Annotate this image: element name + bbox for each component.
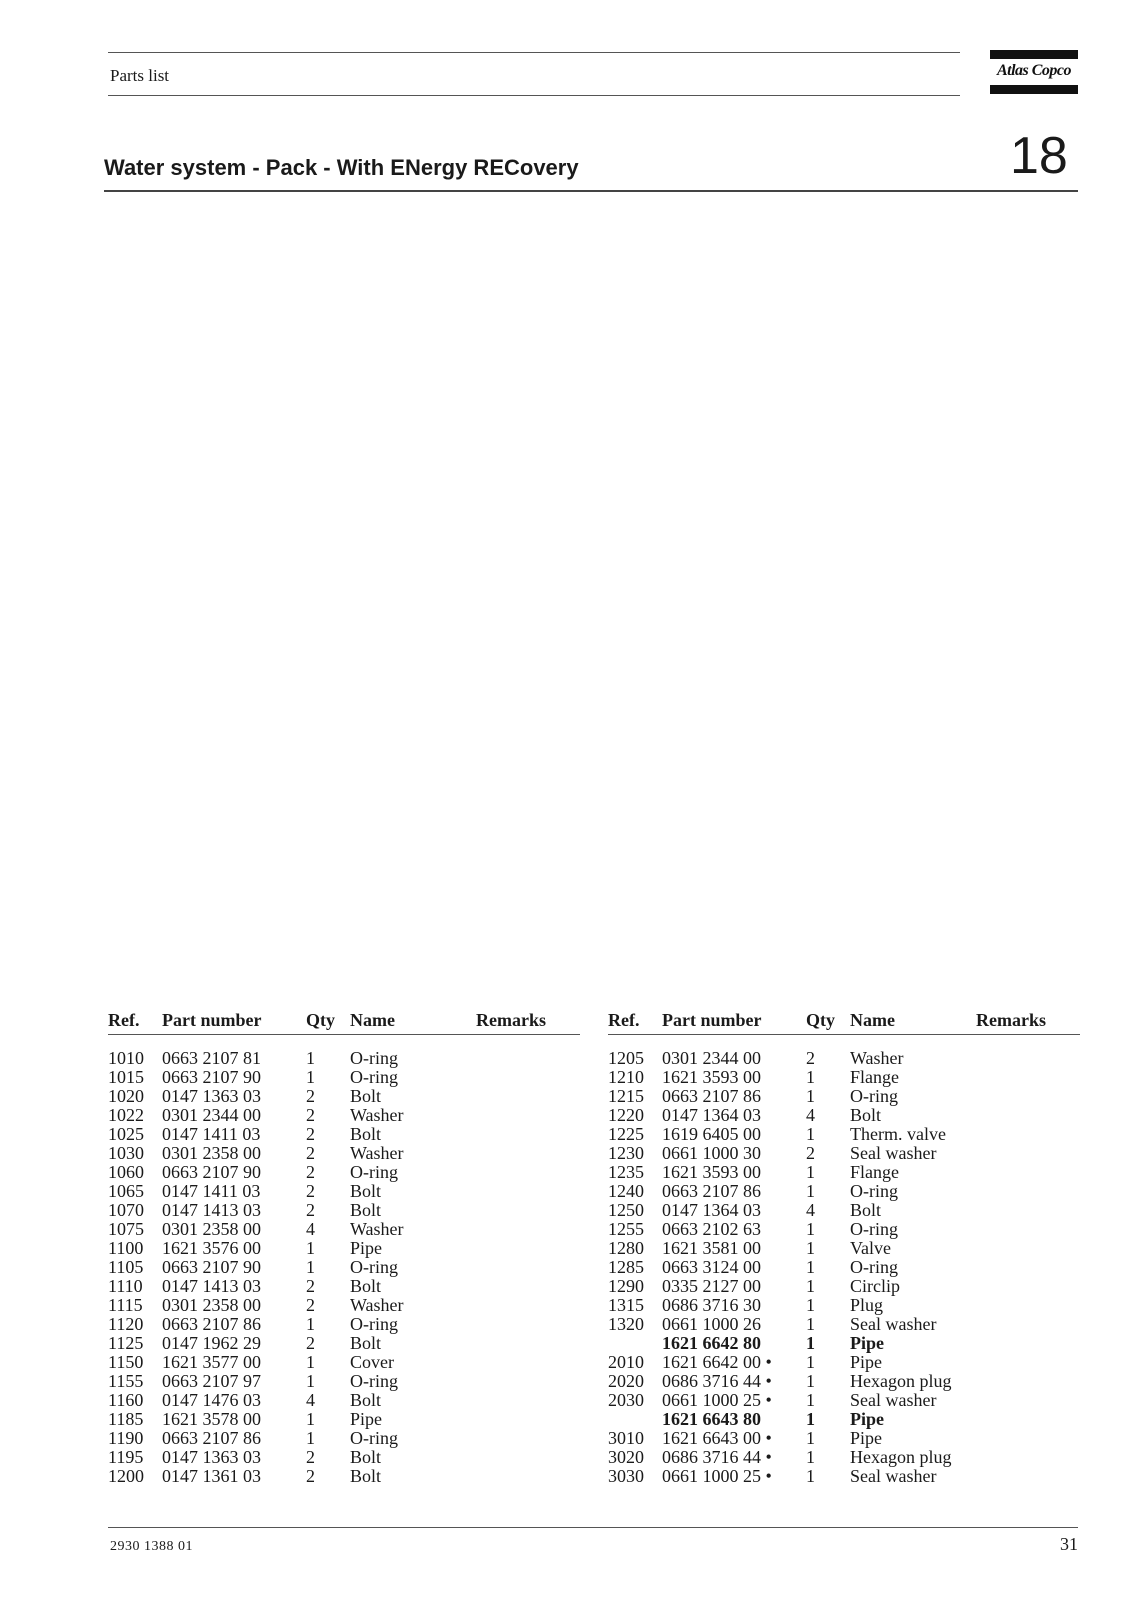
table-row (108, 1409, 580, 1428)
row-name: Pipe (350, 1238, 383, 1258)
row-part-number: 0301 2358 00 (162, 1219, 261, 1239)
row-name: Cover (350, 1352, 394, 1372)
row-name: Circlip (850, 1276, 900, 1296)
table-header-rule (608, 1034, 1080, 1035)
row-ref: 1022 (108, 1105, 144, 1125)
row-qty: 2 (306, 1162, 315, 1182)
row-part-number: 0663 2107 86 (162, 1428, 261, 1448)
row-part-number: 0663 3124 00 (662, 1257, 761, 1277)
row-name: Hexagon plug (850, 1447, 952, 1467)
table-row (108, 1428, 580, 1447)
row-part-number: 0663 2107 86 (662, 1181, 761, 1201)
row-qty: 4 (806, 1105, 815, 1125)
row-name: Washer (850, 1048, 904, 1068)
row-name: Valve (850, 1238, 891, 1258)
row-part-number: 0301 2344 00 (162, 1105, 261, 1125)
row-ref: 1185 (108, 1409, 144, 1429)
table-row (108, 1219, 580, 1238)
row-name: Washer (350, 1105, 404, 1125)
table-row (108, 1257, 580, 1276)
row-qty: 2 (306, 1086, 315, 1106)
row-name: Bolt (350, 1466, 382, 1486)
table-row (608, 1086, 1080, 1105)
row-part-number: 0663 2107 90 (162, 1162, 261, 1182)
row-ref: 1190 (108, 1428, 144, 1448)
row-ref: 1160 (108, 1390, 144, 1410)
row-name: O-ring (350, 1257, 398, 1277)
table-row (608, 1333, 1080, 1352)
row-part-number: 0663 2102 63 (662, 1219, 761, 1239)
table-row (608, 1428, 1080, 1447)
row-part-number: 1621 6642 00 • (662, 1352, 772, 1372)
row-part-number: 1621 3576 00 (162, 1238, 261, 1258)
table-row (108, 1466, 580, 1485)
row-part-number: 0147 1361 03 (162, 1466, 261, 1486)
table-row (108, 1048, 580, 1067)
row-name: O-ring (350, 1428, 398, 1448)
row-ref: 1070 (108, 1200, 144, 1220)
row-part-number: 1621 6643 80 (662, 1409, 761, 1429)
row-name: Bolt (350, 1390, 382, 1410)
table-row (108, 1067, 580, 1086)
row-part-number: 0147 1364 03 (662, 1105, 761, 1125)
table-row (108, 1447, 580, 1466)
row-ref: 2020 (608, 1371, 644, 1391)
row-qty: 1 (806, 1371, 815, 1391)
page-number: 31 (1060, 1534, 1078, 1554)
row-qty: 2 (306, 1276, 315, 1296)
row-part-number: 0147 1476 03 (162, 1390, 261, 1410)
row-qty: 1 (806, 1181, 815, 1201)
row-ref: 1150 (108, 1352, 144, 1372)
atlas-copco-logo (990, 50, 1078, 94)
row-name: O-ring (350, 1314, 398, 1334)
row-part-number: 0147 1411 03 (162, 1181, 261, 1201)
row-part-number: 1621 3593 00 (662, 1067, 761, 1087)
row-qty: 1 (806, 1219, 815, 1239)
row-qty: 2 (306, 1143, 315, 1163)
row-part-number: 0147 1363 03 (162, 1086, 261, 1106)
table-row (608, 1295, 1080, 1314)
col-header-part-number: Part number (162, 1010, 262, 1030)
row-name: Therm. valve (850, 1124, 946, 1144)
col-header-name: Name (850, 1010, 895, 1030)
row-qty: 2 (806, 1143, 815, 1163)
row-qty: 1 (306, 1238, 315, 1258)
row-part-number: 0147 1962 29 (162, 1333, 261, 1353)
parts-table-right (608, 1010, 1080, 1485)
table-row (108, 1276, 580, 1295)
row-part-number: 1621 3578 00 (162, 1409, 261, 1429)
row-qty: 1 (806, 1238, 815, 1258)
logo-bottom-bar (990, 85, 1078, 94)
footer-rule (108, 1527, 1078, 1528)
table-row (608, 1219, 1080, 1238)
row-name: Washer (350, 1143, 404, 1163)
document-number: 2930 1388 01 (110, 1539, 193, 1554)
row-ref: 1065 (108, 1181, 144, 1201)
row-ref: 1060 (108, 1162, 144, 1182)
row-name: Bolt (850, 1105, 882, 1125)
row-ref: 3030 (608, 1466, 644, 1486)
row-part-number: 0663 2107 90 (162, 1257, 261, 1277)
row-ref: 1155 (108, 1371, 144, 1391)
row-ref: 1220 (608, 1105, 644, 1125)
row-name: Plug (850, 1295, 884, 1315)
row-ref: 2030 (608, 1390, 644, 1410)
col-header-name: Name (350, 1010, 395, 1030)
row-name: Pipe (850, 1352, 883, 1372)
table-row (108, 1143, 580, 1162)
table-header-rule (108, 1034, 580, 1035)
row-name: Pipe (850, 1333, 884, 1353)
row-ref: 1020 (108, 1086, 144, 1106)
table-row (608, 1181, 1080, 1200)
row-qty: 1 (306, 1048, 315, 1068)
row-qty: 4 (306, 1390, 315, 1410)
col-header-ref: Ref. (108, 1010, 140, 1030)
row-qty: 2 (306, 1466, 315, 1486)
table-row (608, 1276, 1080, 1295)
row-part-number: 1621 3593 00 (662, 1162, 761, 1182)
row-ref: 2010 (608, 1352, 644, 1372)
row-part-number: 1621 3577 00 (162, 1352, 261, 1372)
row-ref: 1015 (108, 1067, 144, 1087)
table-row (108, 1333, 580, 1352)
row-part-number: 0301 2344 00 (662, 1048, 761, 1068)
row-ref: 1250 (608, 1200, 644, 1220)
table-row (608, 1200, 1080, 1219)
row-name: Washer (350, 1219, 404, 1239)
row-part-number: 0301 2358 00 (162, 1143, 261, 1163)
row-part-number: 0661 1000 30 (662, 1143, 761, 1163)
table-body (108, 1048, 580, 1485)
row-ref: 1290 (608, 1276, 644, 1296)
row-qty: 1 (806, 1257, 815, 1277)
table-row (608, 1257, 1080, 1276)
row-part-number: 1621 6643 00 • (662, 1428, 772, 1448)
table-row (108, 1105, 580, 1124)
row-part-number: 0147 1413 03 (162, 1200, 261, 1220)
row-name: Bolt (350, 1181, 382, 1201)
table-row (108, 1238, 580, 1257)
table-row (108, 1295, 580, 1314)
row-qty: 2 (306, 1181, 315, 1201)
row-part-number: 1621 6642 80 (662, 1333, 761, 1353)
table-row (108, 1200, 580, 1219)
row-ref: 1125 (108, 1333, 144, 1353)
row-qty: 1 (806, 1409, 815, 1429)
row-qty: 1 (806, 1276, 815, 1296)
section-number: 18 (1010, 127, 1068, 185)
row-ref: 1030 (108, 1143, 144, 1163)
row-qty: 2 (306, 1200, 315, 1220)
row-ref: 1240 (608, 1181, 644, 1201)
col-header-remarks: Remarks (976, 1010, 1046, 1030)
row-part-number: 0661 1000 25 • (662, 1390, 772, 1410)
row-name: Seal washer (850, 1143, 937, 1163)
row-ref: 1075 (108, 1219, 144, 1239)
row-ref: 1230 (608, 1143, 644, 1163)
row-part-number: 0147 1363 03 (162, 1447, 261, 1467)
table-row (108, 1162, 580, 1181)
row-ref: 1215 (608, 1086, 644, 1106)
row-name: Bolt (350, 1276, 382, 1296)
row-name: Seal washer (850, 1390, 937, 1410)
row-name: O-ring (850, 1086, 898, 1106)
table-row (608, 1143, 1080, 1162)
row-qty: 1 (806, 1314, 815, 1334)
row-qty: 1 (806, 1390, 815, 1410)
row-part-number: 0663 2107 81 (162, 1048, 261, 1068)
table-body (608, 1048, 1080, 1485)
row-name: Bolt (350, 1086, 382, 1106)
row-name: Flange (850, 1067, 899, 1087)
row-qty: 2 (806, 1048, 815, 1068)
table-row (108, 1371, 580, 1390)
row-qty: 1 (306, 1428, 315, 1448)
table-row (108, 1181, 580, 1200)
row-part-number: 0147 1413 03 (162, 1276, 261, 1296)
row-qty: 2 (306, 1124, 315, 1144)
row-part-number: 0661 1000 25 • (662, 1466, 772, 1486)
page-title: Water system - Pack - With ENergy RECovery (104, 155, 579, 180)
row-part-number: 0663 2107 97 (162, 1371, 261, 1391)
row-qty: 2 (306, 1105, 315, 1125)
row-ref: 1110 (108, 1276, 143, 1296)
row-qty: 1 (306, 1257, 315, 1277)
table-row (108, 1124, 580, 1143)
row-name: Washer (350, 1295, 404, 1315)
row-qty: 1 (806, 1352, 815, 1372)
col-header-qty: Qty (806, 1010, 835, 1030)
row-ref: 1025 (108, 1124, 144, 1144)
logo-text: Atlas Copco (996, 62, 1072, 79)
row-ref: 1285 (608, 1257, 644, 1277)
row-part-number: 0686 3716 44 • (662, 1371, 772, 1391)
row-ref: 1105 (108, 1257, 144, 1277)
row-qty: 1 (806, 1162, 815, 1182)
row-part-number: 0663 2107 86 (162, 1314, 261, 1334)
row-name: Bolt (850, 1200, 882, 1220)
header-bottom-rule (108, 95, 960, 96)
row-qty: 1 (306, 1352, 315, 1372)
header-label: Parts list (110, 66, 170, 85)
row-qty: 1 (806, 1447, 815, 1467)
table-row (608, 1447, 1080, 1466)
row-qty: 2 (306, 1295, 315, 1315)
row-qty: 1 (306, 1314, 315, 1334)
table-row (108, 1314, 580, 1333)
row-ref: 1255 (608, 1219, 644, 1239)
table-row (608, 1371, 1080, 1390)
row-name: O-ring (350, 1048, 398, 1068)
table-row (608, 1048, 1080, 1067)
table-row (608, 1390, 1080, 1409)
row-ref: 1205 (608, 1048, 644, 1068)
row-name: O-ring (350, 1067, 398, 1087)
row-ref: 1280 (608, 1238, 644, 1258)
table-row (608, 1314, 1080, 1333)
table-header (608, 1010, 1080, 1034)
row-qty: 1 (306, 1409, 315, 1429)
row-ref: 1115 (108, 1295, 143, 1315)
row-name: Bolt (350, 1447, 382, 1467)
row-qty: 1 (806, 1466, 815, 1486)
row-ref: 1320 (608, 1314, 644, 1334)
row-part-number: 0147 1411 03 (162, 1124, 261, 1144)
row-part-number: 0686 3716 30 (662, 1295, 761, 1315)
row-part-number: 0663 2107 86 (662, 1086, 761, 1106)
row-part-number: 0335 2127 00 (662, 1276, 761, 1296)
row-part-number: 1621 3581 00 (662, 1238, 761, 1258)
table-row (608, 1105, 1080, 1124)
row-part-number: 1619 6405 00 (662, 1124, 761, 1144)
row-qty: 2 (306, 1333, 315, 1353)
row-name: Pipe (850, 1428, 883, 1448)
table-row (608, 1409, 1080, 1428)
table-row (608, 1124, 1080, 1143)
row-name: Hexagon plug (850, 1371, 952, 1391)
row-qty: 1 (306, 1371, 315, 1391)
table-header (108, 1010, 580, 1034)
table-row (608, 1238, 1080, 1257)
row-name: O-ring (350, 1371, 398, 1391)
header-top-rule (108, 52, 960, 53)
row-name: Flange (850, 1162, 899, 1182)
row-qty: 1 (806, 1124, 815, 1144)
table-row (108, 1086, 580, 1105)
row-part-number: 0147 1364 03 (662, 1200, 761, 1220)
parts-table-left (108, 1010, 580, 1485)
table-row (108, 1352, 580, 1371)
row-ref: 1195 (108, 1447, 144, 1467)
row-qty: 4 (806, 1200, 815, 1220)
table-row (608, 1162, 1080, 1181)
row-name: Seal washer (850, 1314, 937, 1334)
table-row (108, 1390, 580, 1409)
col-header-part-number: Part number (662, 1010, 762, 1030)
row-name: Seal washer (850, 1466, 937, 1486)
row-ref: 1235 (608, 1162, 644, 1182)
row-name: O-ring (350, 1162, 398, 1182)
row-name: Bolt (350, 1124, 382, 1144)
row-name: O-ring (850, 1257, 898, 1277)
row-part-number: 0663 2107 90 (162, 1067, 261, 1087)
row-qty: 1 (806, 1428, 815, 1448)
row-name: O-ring (850, 1181, 898, 1201)
row-qty: 2 (306, 1447, 315, 1467)
row-qty: 1 (806, 1067, 815, 1087)
row-ref: 1210 (608, 1067, 644, 1087)
title-rule (104, 190, 1078, 192)
row-part-number: 0301 2358 00 (162, 1295, 261, 1315)
row-name: O-ring (850, 1219, 898, 1239)
row-qty: 1 (806, 1295, 815, 1315)
row-part-number: 0686 3716 44 • (662, 1447, 772, 1467)
logo-top-bar (990, 50, 1078, 59)
row-name: Bolt (350, 1200, 382, 1220)
row-qty: 4 (306, 1219, 315, 1239)
row-ref: 1200 (108, 1466, 144, 1486)
row-ref: 3020 (608, 1447, 644, 1467)
row-part-number: 0661 1000 26 (662, 1314, 761, 1334)
row-qty: 1 (806, 1333, 815, 1353)
row-qty: 1 (806, 1086, 815, 1106)
col-header-qty: Qty (306, 1010, 335, 1030)
table-row (608, 1466, 1080, 1485)
table-row (608, 1352, 1080, 1371)
row-qty: 1 (306, 1067, 315, 1087)
row-name: Pipe (850, 1409, 884, 1429)
col-header-remarks: Remarks (476, 1010, 546, 1030)
col-header-ref: Ref. (608, 1010, 640, 1030)
row-name: Pipe (350, 1409, 383, 1429)
row-ref: 1315 (608, 1295, 644, 1315)
table-row (608, 1067, 1080, 1086)
row-name: Bolt (350, 1333, 382, 1353)
row-ref: 1225 (608, 1124, 644, 1144)
row-ref: 3010 (608, 1428, 644, 1448)
row-ref: 1100 (108, 1238, 144, 1258)
row-ref: 1010 (108, 1048, 144, 1068)
row-ref: 1120 (108, 1314, 144, 1334)
